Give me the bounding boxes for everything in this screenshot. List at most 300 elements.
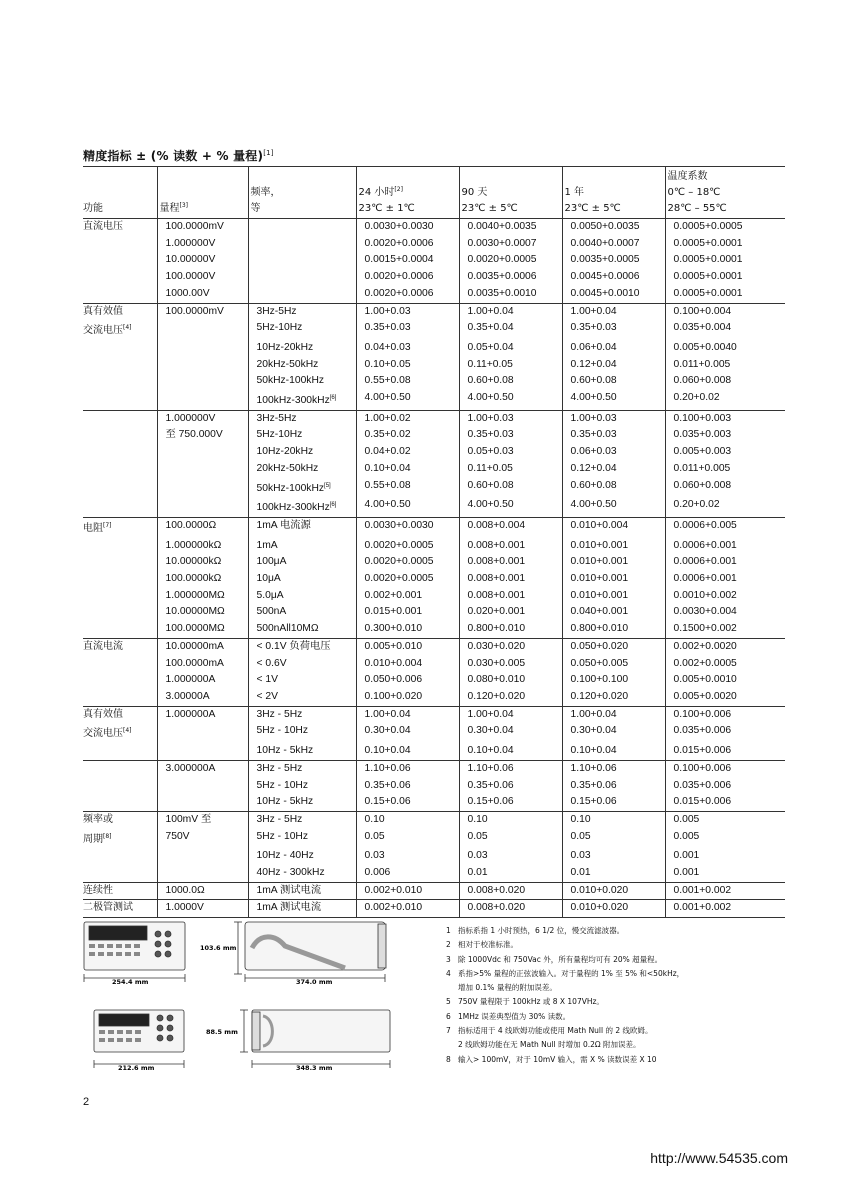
frequency-cell: 100μA: [248, 554, 356, 571]
table-row: [83, 219, 785, 236]
footnote-text: 系指>5% 量程的正弦波输入。对于量程的 1% 至 5% 和<50kHz，: [458, 968, 685, 978]
range-cell: [157, 778, 248, 795]
source-url: http://www.54535.com: [650, 1150, 788, 1166]
accuracy-90d-cell: 0.05+0.03: [459, 444, 562, 461]
table-row: [83, 829, 785, 849]
table-row: [83, 286, 785, 303]
footnote-line: [446, 953, 776, 967]
temp-coefficient-cell: 0.0030+0.004: [665, 604, 785, 621]
temp-coefficient-cell: 0.0006+0.001: [665, 571, 785, 588]
accuracy-24h-cell: 1.00+0.02: [356, 410, 459, 427]
temp-coefficient-cell: 0.035+0.006: [665, 723, 785, 743]
table-row: [83, 357, 785, 374]
function-cell: [83, 778, 157, 795]
function-cell: [83, 427, 157, 444]
accuracy-spec-table: [83, 166, 785, 918]
frequency-cell: 50kHz-100kHz: [248, 373, 356, 390]
footnote-line: [446, 938, 776, 952]
footnote-text: 相对于校准标准。: [458, 940, 518, 950]
function-cell: [83, 538, 157, 555]
function-cell: 交流电压[4]: [83, 727, 132, 740]
frequency-cell: 3Hz - 5Hz: [248, 760, 356, 777]
accuracy-1y-cell: 1.00+0.03: [562, 410, 665, 427]
function-cell: [83, 340, 157, 357]
accuracy-24h-cell: 0.0030+0.0030: [356, 517, 459, 537]
frequency-cell: 40Hz - 300kHz: [248, 865, 356, 882]
table-body: [83, 219, 785, 918]
accuracy-1y-cell: 0.60+0.08: [562, 373, 665, 390]
accuracy-24h-cell: 0.15+0.06: [356, 794, 459, 811]
function-cell: 二极管测试: [83, 900, 157, 918]
frequency-cell: < 0.6V: [248, 656, 356, 673]
accuracy-24h-cell: 0.35+0.02: [356, 427, 459, 444]
height-label-1: 103.6 mm: [200, 944, 237, 952]
accuracy-90d-cell: 1.00+0.04: [459, 303, 562, 320]
frequency-cell: < 0.1V 负荷电压: [248, 638, 356, 655]
function-cell: [83, 656, 157, 673]
frequency-cell: < 1V: [248, 672, 356, 689]
accuracy-90d-cell: 0.080+0.010: [459, 672, 562, 689]
accuracy-90d-cell: 4.00+0.50: [459, 390, 562, 410]
function-cell: [83, 689, 157, 706]
accuracy-90d-cell: 0.60+0.08: [459, 373, 562, 390]
accuracy-24h-cell: 0.015+0.001: [356, 604, 459, 621]
range-cell: 100.0000mV: [157, 219, 248, 236]
frequency-cell: [248, 236, 356, 253]
function-cell: [83, 848, 157, 865]
temp-coefficient-cell: 0.011+0.005: [665, 461, 785, 478]
accuracy-90d-cell: 0.0040+0.0035: [459, 219, 562, 236]
accuracy-24h-cell: 0.0020+0.0005: [356, 538, 459, 555]
accuracy-24h-cell: 1.00+0.03: [356, 303, 459, 320]
page-title: 精度指标 ± (% 读数 + % 量程)[1]: [83, 149, 274, 163]
table-row: [83, 410, 785, 427]
function-cell: [83, 743, 157, 760]
frequency-cell: 3Hz-5Hz: [248, 410, 356, 427]
temp-coefficient-cell: 0.060+0.008: [665, 373, 785, 390]
accuracy-24h-cell: 1.00+0.04: [356, 706, 459, 723]
table-row: [83, 444, 785, 461]
frequency-cell: 5Hz - 10Hz: [248, 723, 356, 743]
accuracy-90d-cell: 0.008+0.001: [459, 571, 562, 588]
range-cell: 100.0000MΩ: [157, 621, 248, 638]
range-cell: [157, 794, 248, 811]
accuracy-24h-cell: 0.050+0.006: [356, 672, 459, 689]
function-cell: [83, 604, 157, 621]
table-row: [83, 672, 785, 689]
accuracy-24h-cell: 0.10+0.04: [356, 461, 459, 478]
function-cell: 直流电压: [83, 219, 157, 236]
accuracy-24h-cell: 0.300+0.010: [356, 621, 459, 638]
frequency-cell: 5Hz - 10Hz: [248, 829, 356, 849]
footnote-text: 指标系指 1 小时预热，6 1/2 位，慢交流滤波器。: [458, 926, 625, 935]
accuracy-1y-cell: 0.010+0.004: [562, 517, 665, 537]
accuracy-90d-cell: 0.10+0.04: [459, 743, 562, 760]
accuracy-1y-cell: 0.0040+0.0007: [562, 236, 665, 253]
footnote-number: [446, 1038, 458, 1052]
function-cell: [83, 357, 157, 374]
footnote-number: 6: [446, 1011, 451, 1021]
function-cell: [83, 461, 157, 478]
footnote-number: 7: [446, 1026, 451, 1036]
function-cell: 频率或: [83, 811, 157, 828]
accuracy-24h-cell: 0.010+0.004: [356, 656, 459, 673]
accuracy-1y-cell: 0.010+0.001: [562, 538, 665, 555]
footnote-line: [446, 1024, 776, 1038]
range-cell: 750V: [157, 829, 248, 849]
table-header-row: [83, 167, 785, 219]
temp-coefficient-cell: 0.001+0.002: [665, 882, 785, 900]
accuracy-90d-cell: 0.35+0.04: [459, 320, 562, 340]
accuracy-90d-cell: 1.10+0.06: [459, 760, 562, 777]
frequency-cell: 1mA: [248, 538, 356, 555]
page-number: 2: [83, 1096, 90, 1108]
range-cell: 1.0000V: [157, 900, 248, 918]
accuracy-1y-cell: 0.06+0.04: [562, 340, 665, 357]
range-cell: [157, 478, 248, 498]
temp-coefficient-cell: 0.100+0.003: [665, 410, 785, 427]
accuracy-1y-cell: 0.01: [562, 865, 665, 882]
function-cell: 直流电流: [83, 638, 157, 655]
frequency-cell: 5.0μA: [248, 588, 356, 605]
range-cell: [157, 848, 248, 865]
table-row: [83, 497, 785, 517]
accuracy-24h-cell: 0.002+0.010: [356, 900, 459, 918]
range-cell: 1.000000A: [157, 672, 248, 689]
accuracy-24h-cell: 0.0015+0.0004: [356, 252, 459, 269]
range-cell: [157, 320, 248, 340]
function-cell: [83, 478, 157, 498]
accuracy-24h-cell: 0.35+0.03: [356, 320, 459, 340]
accuracy-24h-cell: 0.0020+0.0006: [356, 236, 459, 253]
footnote-text: 指标适用于 4 线欧姆功能或使用 Math Null 的 2 线欧姆。: [458, 1026, 653, 1036]
temp-coefficient-cell: 0.0006+0.005: [665, 517, 785, 537]
accuracy-24h-cell: 0.55+0.08: [356, 478, 459, 498]
range-cell: 10.00000V: [157, 252, 248, 269]
table-row: [83, 811, 785, 828]
table-row: [83, 269, 785, 286]
range-cell: [157, 373, 248, 390]
accuracy-1y-cell: 0.050+0.020: [562, 638, 665, 655]
table-row: [83, 794, 785, 811]
column-header-4: 90 天 23℃ ± 5℃: [459, 167, 562, 219]
accuracy-24h-cell: 0.002+0.001: [356, 588, 459, 605]
temp-coefficient-cell: 0.002+0.0020: [665, 638, 785, 655]
table-row: [83, 252, 785, 269]
function-cell: [83, 390, 157, 410]
range-cell: 10.00000mA: [157, 638, 248, 655]
temp-coefficient-cell: 0.0005+0.0001: [665, 236, 785, 253]
accuracy-90d-cell: 0.35+0.03: [459, 427, 562, 444]
accuracy-90d-cell: 0.008+0.020: [459, 882, 562, 900]
range-cell: 3.00000A: [157, 689, 248, 706]
dimension-diagrams: [80, 908, 420, 1073]
range-cell: 100.0000mA: [157, 656, 248, 673]
accuracy-24h-cell: 0.30+0.04: [356, 723, 459, 743]
accuracy-1y-cell: 0.120+0.020: [562, 689, 665, 706]
function-cell: [83, 373, 157, 390]
temp-coefficient-cell: 0.100+0.006: [665, 760, 785, 777]
accuracy-24h-cell: 0.0020+0.0006: [356, 286, 459, 303]
accuracy-24h-cell: 0.35+0.06: [356, 778, 459, 795]
frequency-cell: 5Hz-10Hz: [248, 427, 356, 444]
accuracy-90d-cell: 0.008+0.001: [459, 538, 562, 555]
function-cell: 电阻[7]: [83, 517, 157, 537]
range-cell: 1.000000A: [157, 706, 248, 723]
accuracy-24h-cell: 0.10+0.05: [356, 357, 459, 374]
footnote-number: 4: [446, 968, 451, 978]
footnote-text: 1MHz 误差典型值为 30% 读数。: [458, 1011, 571, 1021]
accuracy-90d-cell: 0.008+0.001: [459, 588, 562, 605]
accuracy-90d-cell: 0.008+0.020: [459, 900, 562, 918]
temp-coefficient-cell: 0.005+0.0040: [665, 340, 785, 357]
accuracy-90d-cell: 4.00+0.50: [459, 497, 562, 517]
accuracy-1y-cell: 0.10: [562, 811, 665, 828]
accuracy-90d-cell: 0.30+0.04: [459, 723, 562, 743]
column-header-5: 1 年 23℃ ± 5℃: [562, 167, 665, 219]
function-cell: [83, 236, 157, 253]
accuracy-24h-cell: 0.0020+0.0005: [356, 554, 459, 571]
depth-label-1: 374.0 mm: [296, 978, 333, 986]
footnotes: [446, 924, 776, 1067]
accuracy-24h-cell: 0.10+0.04: [356, 743, 459, 760]
temp-coefficient-cell: 0.035+0.004: [665, 320, 785, 340]
frequency-cell: < 2V: [248, 689, 356, 706]
temp-coefficient-cell: 0.011+0.005: [665, 357, 785, 374]
function-cell: 周期[8]: [83, 832, 112, 845]
accuracy-1y-cell: 1.10+0.06: [562, 760, 665, 777]
accuracy-90d-cell: 0.01: [459, 865, 562, 882]
accuracy-90d-cell: 0.0035+0.0006: [459, 269, 562, 286]
table-row: [83, 865, 785, 882]
accuracy-1y-cell: 0.15+0.06: [562, 794, 665, 811]
frequency-cell: 5Hz - 10Hz: [248, 778, 356, 795]
accuracy-1y-cell: 0.05: [562, 829, 665, 849]
accuracy-1y-cell: 4.00+0.50: [562, 390, 665, 410]
frequency-cell: 20kHz-50kHz: [248, 461, 356, 478]
accuracy-90d-cell: 0.0020+0.0005: [459, 252, 562, 269]
accuracy-24h-cell: 4.00+0.50: [356, 497, 459, 517]
accuracy-24h-cell: 0.0030+0.0030: [356, 219, 459, 236]
accuracy-1y-cell: 0.30+0.04: [562, 723, 665, 743]
accuracy-1y-cell: 1.00+0.04: [562, 706, 665, 723]
frequency-cell: [248, 219, 356, 236]
accuracy-24h-cell: 0.002+0.010: [356, 882, 459, 900]
temp-coefficient-cell: 0.100+0.004: [665, 303, 785, 320]
footnote-text: 2 线欧姆功能在无 Math Null 时增加 0.2Ω 附加误差。: [458, 1040, 641, 1050]
frequency-cell: 1mA 测试电流: [248, 900, 356, 918]
table-row: [83, 778, 785, 795]
footnote-number: 5: [446, 997, 451, 1007]
frequency-cell: [248, 252, 356, 269]
accuracy-90d-cell: 0.05: [459, 829, 562, 849]
accuracy-24h-cell: 0.0020+0.0006: [356, 269, 459, 286]
footnote-number: [446, 981, 458, 995]
accuracy-90d-cell: 0.030+0.005: [459, 656, 562, 673]
temp-coefficient-cell: 0.0010+0.002: [665, 588, 785, 605]
footnote-text: 增加 0.1% 量程的附加误差。: [458, 983, 557, 993]
frequency-cell: 5Hz-10Hz: [248, 320, 356, 340]
function-cell: [83, 571, 157, 588]
footnote-line: [446, 995, 776, 1009]
accuracy-90d-cell: 0.0035+0.0010: [459, 286, 562, 303]
accuracy-90d-cell: 0.120+0.020: [459, 689, 562, 706]
accuracy-1y-cell: 0.03: [562, 848, 665, 865]
footnote-line: [446, 1053, 776, 1067]
range-cell: [157, 461, 248, 478]
table-row: [83, 538, 785, 555]
accuracy-1y-cell: 0.800+0.010: [562, 621, 665, 638]
accuracy-90d-cell: 1.00+0.04: [459, 706, 562, 723]
function-cell: [83, 410, 157, 427]
temp-coefficient-cell: 0.005+0.0020: [665, 689, 785, 706]
function-cell: [83, 865, 157, 882]
range-cell: [157, 743, 248, 760]
table-row: [83, 723, 785, 743]
temp-coefficient-cell: 0.0006+0.001: [665, 554, 785, 571]
accuracy-1y-cell: 0.100+0.100: [562, 672, 665, 689]
accuracy-24h-cell: 0.04+0.02: [356, 444, 459, 461]
accuracy-1y-cell: 0.010+0.001: [562, 588, 665, 605]
accuracy-1y-cell: 0.35+0.03: [562, 320, 665, 340]
table-row: [83, 656, 785, 673]
function-cell: [83, 497, 157, 517]
accuracy-1y-cell: 0.040+0.001: [562, 604, 665, 621]
accuracy-90d-cell: 0.10: [459, 811, 562, 828]
temp-coefficient-cell: 0.015+0.006: [665, 743, 785, 760]
accuracy-24h-cell: 0.03: [356, 848, 459, 865]
table-row: [83, 554, 785, 571]
function-cell: [83, 621, 157, 638]
accuracy-1y-cell: 0.12+0.04: [562, 357, 665, 374]
accuracy-90d-cell: 0.15+0.06: [459, 794, 562, 811]
accuracy-90d-cell: 0.11+0.05: [459, 461, 562, 478]
temp-coefficient-cell: 0.1500+0.002: [665, 621, 785, 638]
temp-coefficient-cell: 0.0006+0.001: [665, 538, 785, 555]
function-cell: 真有效值: [83, 706, 157, 723]
accuracy-90d-cell: 0.008+0.001: [459, 554, 562, 571]
range-cell: 1.000000MΩ: [157, 588, 248, 605]
depth-label-2: 348.3 mm: [296, 1064, 333, 1072]
side-view-small: [240, 1010, 390, 1068]
function-cell: [83, 554, 157, 571]
footnote-line: [446, 924, 776, 938]
temp-coefficient-cell: 0.005+0.0010: [665, 672, 785, 689]
range-cell: 3.000000A: [157, 760, 248, 777]
side-view-large: [234, 922, 386, 982]
accuracy-24h-cell: 0.006: [356, 865, 459, 882]
range-cell: [157, 357, 248, 374]
function-cell: 真有效值: [83, 303, 157, 320]
column-header-0: 功能: [83, 167, 157, 219]
frequency-cell: 1mA 电流源: [248, 517, 356, 537]
table-row: [83, 390, 785, 410]
table-row: [83, 236, 785, 253]
width-label-2: 212.6 mm: [118, 1064, 155, 1072]
range-cell: 1000.0Ω: [157, 882, 248, 900]
column-header-2: 频率， 等: [248, 167, 356, 219]
table-row: [83, 621, 785, 638]
temp-coefficient-cell: 0.0005+0.0001: [665, 269, 785, 286]
table-row: [83, 588, 785, 605]
width-label-1: 254.4 mm: [112, 978, 149, 986]
table-row: [83, 689, 785, 706]
table-row: [83, 427, 785, 444]
accuracy-24h-cell: 0.100+0.020: [356, 689, 459, 706]
accuracy-90d-cell: 0.60+0.08: [459, 478, 562, 498]
function-cell: [83, 588, 157, 605]
frequency-cell: [248, 286, 356, 303]
accuracy-24h-cell: 1.10+0.06: [356, 760, 459, 777]
temp-coefficient-cell: 0.20+0.02: [665, 497, 785, 517]
accuracy-90d-cell: 0.03: [459, 848, 562, 865]
range-cell: 100.0000kΩ: [157, 571, 248, 588]
frequency-cell: 100kHz-300kHz[6]: [248, 497, 356, 517]
function-cell: [83, 252, 157, 269]
footnote-number: 3: [446, 954, 451, 964]
temp-coefficient-cell: 0.0005+0.0005: [665, 219, 785, 236]
frequency-cell: 10Hz-20kHz: [248, 340, 356, 357]
temp-coefficient-cell: 0.0005+0.0001: [665, 252, 785, 269]
accuracy-1y-cell: 0.010+0.001: [562, 554, 665, 571]
footnote-line: [446, 1010, 776, 1024]
height-label-2: 88.5 mm: [206, 1028, 238, 1036]
footnote-line: [446, 1038, 776, 1052]
function-cell: 交流电压[4]: [83, 324, 132, 337]
range-cell: 100.0000V: [157, 269, 248, 286]
table-row: [83, 478, 785, 498]
frequency-cell: 50kHz-100kHz[5]: [248, 478, 356, 498]
table-row: [83, 604, 785, 621]
accuracy-90d-cell: 0.020+0.001: [459, 604, 562, 621]
table-row: [83, 638, 785, 655]
temp-coefficient-cell: 0.005+0.003: [665, 444, 785, 461]
accuracy-90d-cell: 1.00+0.03: [459, 410, 562, 427]
frequency-cell: 500nAll10MΩ: [248, 621, 356, 638]
accuracy-1y-cell: 0.35+0.03: [562, 427, 665, 444]
function-cell: [83, 794, 157, 811]
table-row: [83, 848, 785, 865]
function-cell: [83, 760, 157, 777]
accuracy-1y-cell: 0.010+0.020: [562, 882, 665, 900]
temp-coefficient-cell: 0.001: [665, 848, 785, 865]
temp-coefficient-cell: 0.035+0.006: [665, 778, 785, 795]
function-cell: 连续性: [83, 882, 157, 900]
range-cell: 10.00000MΩ: [157, 604, 248, 621]
column-header-1: 量程[3]: [157, 167, 248, 219]
accuracy-1y-cell: 0.35+0.06: [562, 778, 665, 795]
accuracy-1y-cell: 0.60+0.08: [562, 478, 665, 498]
accuracy-1y-cell: 0.0045+0.0006: [562, 269, 665, 286]
frequency-cell: 100kHz-300kHz[6]: [248, 390, 356, 410]
function-cell: [83, 286, 157, 303]
frequency-cell: 3Hz - 5Hz: [248, 811, 356, 828]
frequency-cell: 10Hz - 5kHz: [248, 794, 356, 811]
footnote-line: [446, 967, 776, 981]
table-row: [83, 340, 785, 357]
accuracy-1y-cell: 0.10+0.04: [562, 743, 665, 760]
front-view-large: [84, 922, 185, 982]
range-cell: 100mV 至: [157, 811, 248, 828]
function-cell: [83, 672, 157, 689]
accuracy-1y-cell: 0.0050+0.0035: [562, 219, 665, 236]
range-cell: [157, 723, 248, 743]
temp-coefficient-cell: 0.005: [665, 829, 785, 849]
table-row: [83, 882, 785, 900]
footnote-number: 1: [446, 926, 451, 935]
accuracy-24h-cell: 0.04+0.03: [356, 340, 459, 357]
accuracy-24h-cell: 0.55+0.08: [356, 373, 459, 390]
